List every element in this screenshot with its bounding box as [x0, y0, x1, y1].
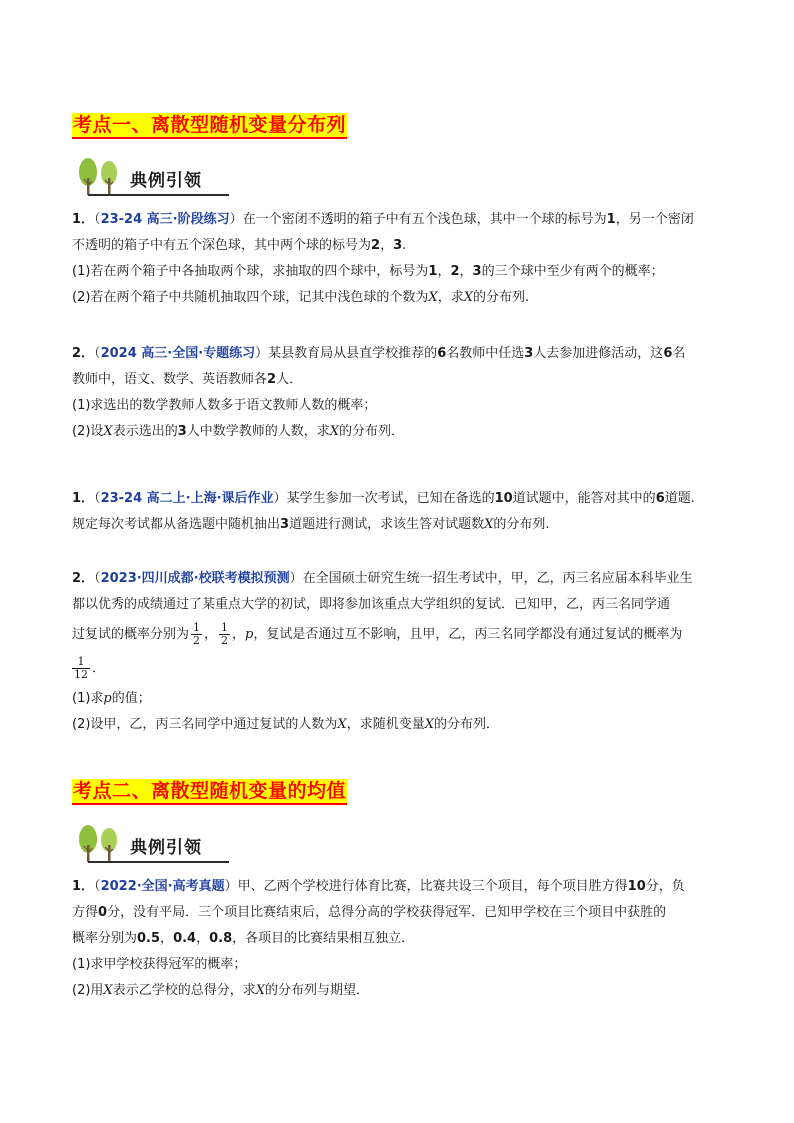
- question-number: 1．: [72, 879, 95, 894]
- fraction: $\frac{1}{2}$: [193, 621, 201, 647]
- fraction: $\frac{1}{12}$: [74, 655, 88, 681]
- example-label: 典例引领: [130, 171, 202, 191]
- question-source: 2022·全国·高考真题: [100, 879, 225, 894]
- section-heading-2: 考点二、离散型随机变量的均值: [72, 779, 347, 805]
- divider: [88, 861, 229, 863]
- example-label: 典例引领: [130, 838, 202, 858]
- question-source: 23-24 高三·阶段练习: [100, 212, 230, 227]
- question-4: 2．（2023·四川成都·校联考模拟预测）在全国硕士研究生统一招生考试中，甲，乙，丙三名应届本科毕业生 都以优秀的成绩通过了某重点大学的初试，即将参加该重点大学组织的复试．已知甲，乙，丙三名同学通 过复试的概率分别为 $\frac{1}{2}$ ， $\frac{1}{2}$ ，p，复试是否通过互不影响，且甲，乙，丙三名同学都没有通过复试的概率为 $\frac{1}{12}$ ． (1)求p的值； (2)设甲，乙，丙三名同学中通过复试的人数为X，求随机变量X的分布列．: [72, 571, 693, 732]
- question-source: 2023·四川成都·校联考模拟预测: [100, 571, 290, 586]
- question-number: 1．: [72, 491, 95, 506]
- question-source: 2024 高三·全国·专题练习: [100, 346, 256, 361]
- divider: [88, 194, 229, 196]
- question-number: 1．: [72, 212, 95, 227]
- tree-icon: [74, 823, 126, 863]
- question-2: 2．（2024 高三·全国·专题练习）某县教育局从县直学校推荐的6名教师中任选3人去参加进修活动，这6名 教师中，语文、数学、英语教师各2人． (1)求选出的数学教师人数多于语文教师人数的概率； (2)设X表示选出的3人中数学教师的人数，求X的分布列．: [72, 346, 686, 439]
- example-header-1: [74, 156, 229, 196]
- question-3: 1．（23-24 高二上·上海·课后作业）某学生参加一次考试，已知在备选的10道试题中，能答对其中的6道题. 规定每次考试都从备选题中随机抽出3道题进行测试，求该生答对试题数X的分布列.: [72, 491, 695, 532]
- section-heading-1: 考点一、离散型随机变量分布列: [72, 113, 347, 139]
- question-5: 1．（2022·全国·高考真题）甲、乙两个学校进行体育比赛，比赛共设三个项目，每个项目胜方得10分，负 方得0分，没有平局．三个项目比赛结束后，总得分高的学校获得冠军．已知甲学校在三个项目中获胜的 概率分别为0.5，0.4，0.8，各项目的比赛结果相互独立． (1)求甲学校获得冠军的概率； (2)用X表示乙学校的总得分，求X的分布列与期望．: [72, 879, 685, 998]
- example-header-2: [74, 823, 229, 863]
- tree-icon: [74, 156, 126, 196]
- question-1: 1．（23-24 高三·阶段练习）在一个密闭不透明的箱子中有五个浅色球，其中一个球的标号为1，另一个密闭 不透明的箱子中有五个深色球，其中两个球的标号为2，3. (1)若在两个箱子中各抽取两个球，求抽取的四个球中，标号为1，2，3的三个球中至少有两个的概率； (2)若在两个箱子中共随机抽取四个球，记其中浅色球的个数为X，求X的分布列.: [72, 212, 694, 305]
- question-number: 2．: [72, 571, 95, 586]
- fraction: $\frac{1}{2}$: [221, 621, 229, 647]
- question-source: 23-24 高二上·上海·课后作业: [100, 491, 274, 506]
- question-number: 2．: [72, 346, 95, 361]
